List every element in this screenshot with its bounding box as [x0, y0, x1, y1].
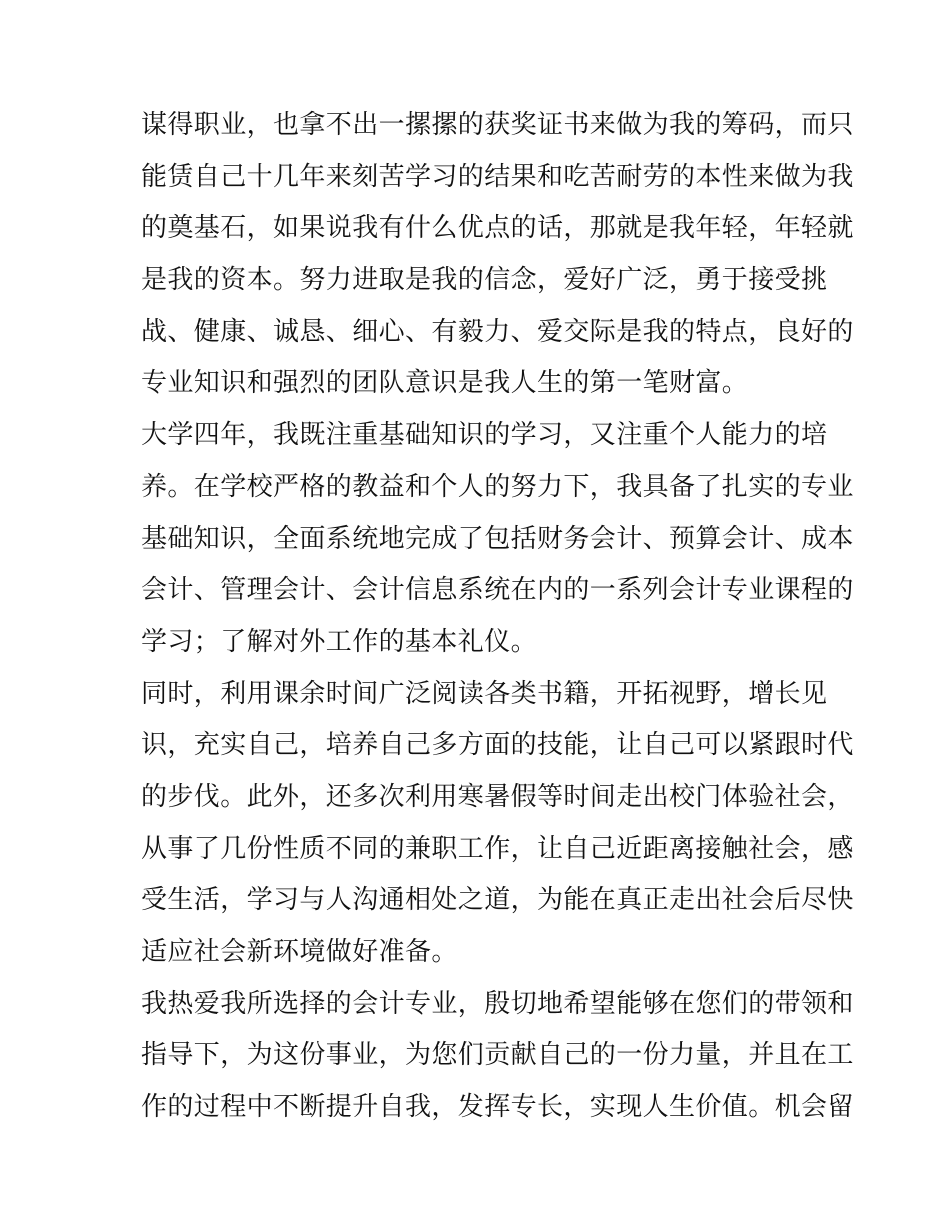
- text-line: 我热爱我所选择的会计专业，殷切地希望能够在您们的带领和: [141, 988, 854, 1019]
- paragraph: [141, 100, 854, 410]
- text-line: 从事了几份性质不同的兼职工作，让自己近距离接触社会，感: [141, 833, 854, 864]
- text-line: 的奠基石，如果说我有什么优点的话，那就是我年轻，年轻就: [141, 213, 854, 244]
- text-line: 是我的资本。努力进取是我的信念，爱好广泛，勇于接受挑: [141, 265, 828, 296]
- document-body: [141, 100, 854, 1134]
- text-line: 受生活，学习与人沟通相处之道，为能在真正走出社会后尽快: [141, 885, 854, 916]
- text-line: 会计、管理会计、会计信息系统在内的一系列会计专业课程的: [141, 575, 854, 606]
- text-line: 适应社会新环境做好准备。: [141, 937, 458, 967]
- text-line: 学习；了解对外工作的基本礼仪。: [141, 626, 538, 657]
- text-line: 基础知识，全面系统地完成了包括财务会计、预算会计、成本: [141, 523, 854, 554]
- text-line: 养。在学校严格的教益和个人的努力下，我具备了扎实的专业: [141, 471, 854, 502]
- text-line: 作的过程中不断提升自我，发挥专长，实现人生价值。机会留: [141, 1092, 854, 1123]
- text-line: 战、健康、诚恳、细心、有毅力、爱交际是我的特点，良好的: [141, 316, 854, 347]
- paragraph: [141, 669, 854, 979]
- paragraph: [141, 410, 854, 668]
- paragraph: [141, 979, 854, 1134]
- text-line: 大学四年，我既注重基础知识的学习，又注重个人能力的培: [141, 420, 828, 451]
- text-line: 同时，利用课余时间广泛阅读各类书籍，开拓视野，增长见: [141, 678, 828, 709]
- text-line: 专业知识和强烈的团队意识是我人生的第一笔财富。: [141, 368, 749, 399]
- text-line: 的步伐。此外，还多次利用寒暑假等时间走出校门体验社会，: [141, 781, 854, 812]
- text-line: 谋得职业，也拿不出一摞摞的获奖证书来做为我的筹码，而只: [141, 110, 854, 140]
- text-line: 能赁自己十几年来刻苦学习的结果和吃苦耐劳的本性来做为我: [141, 161, 854, 192]
- text-line: 识，充实自己，培养自己多方面的技能，让自己可以紧跟时代: [141, 730, 854, 761]
- text-line: 指导下，为这份事业，为您们贡献自己的一份力量，并且在工: [141, 1040, 854, 1071]
